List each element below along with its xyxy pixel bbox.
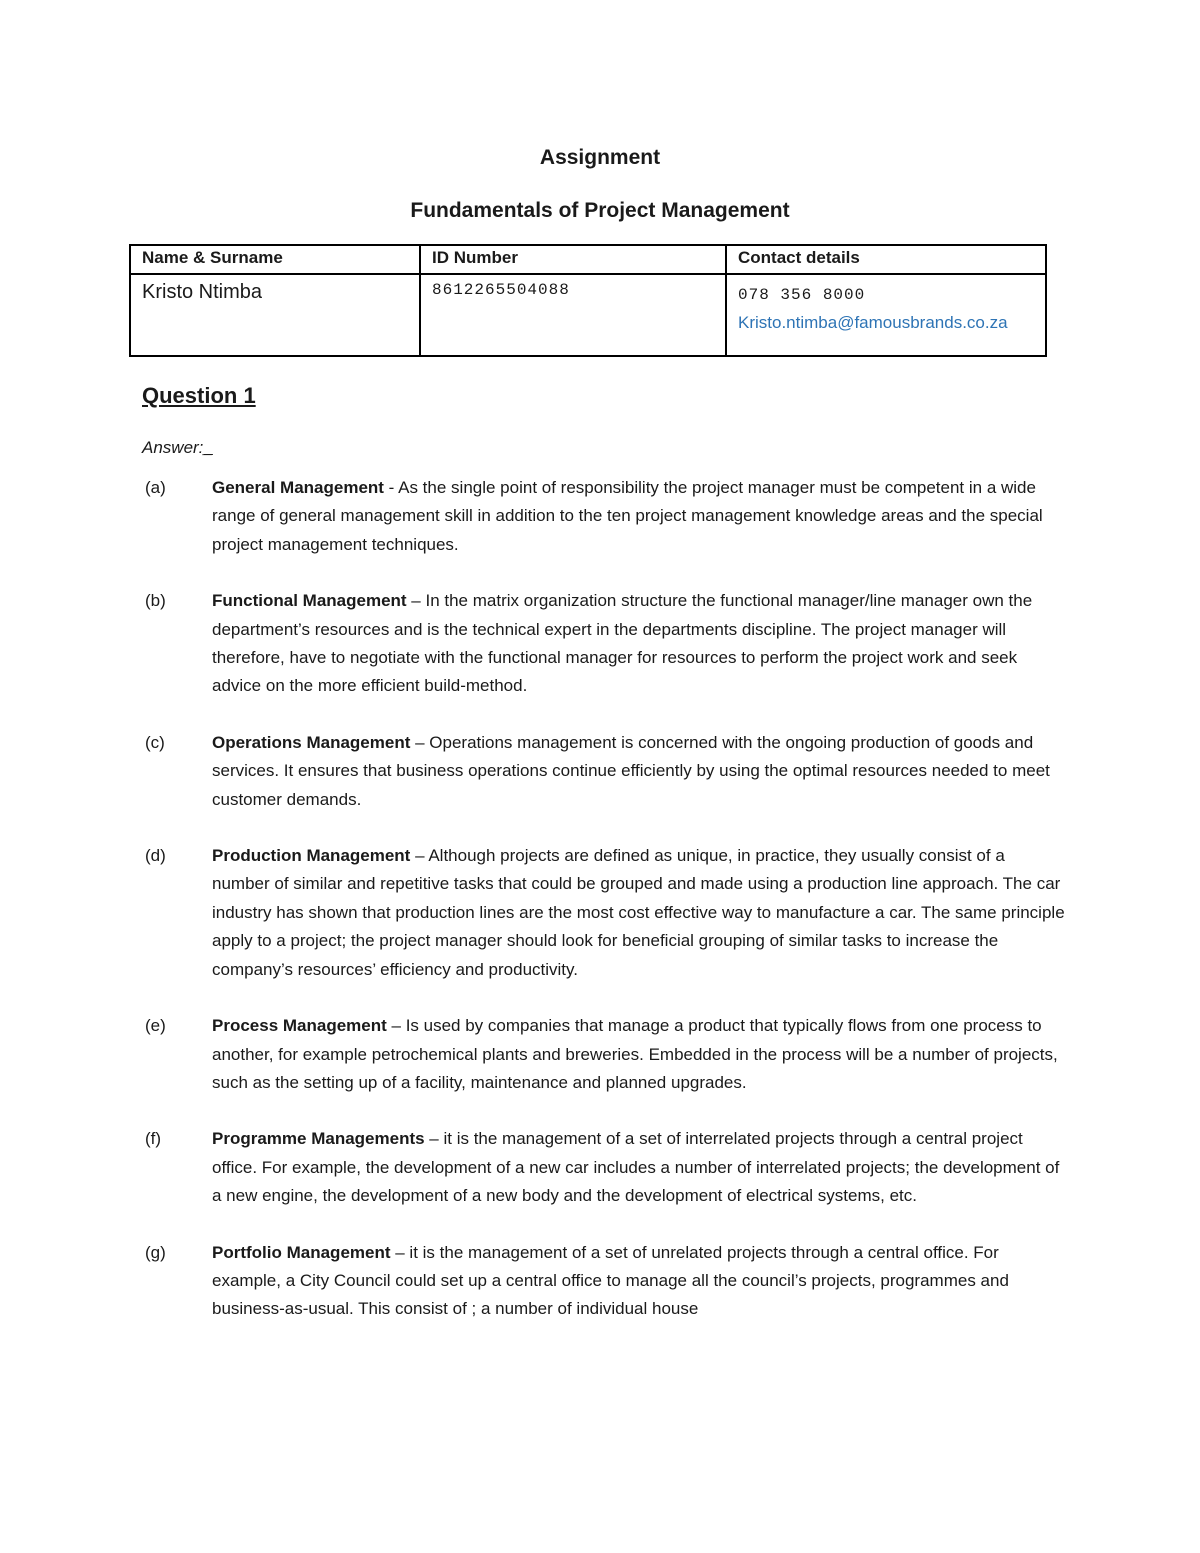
answer-term: Programme Managements	[212, 1129, 425, 1149]
email-link[interactable]: Kristo.ntimba@famousbrands.co.za	[738, 313, 1008, 332]
list-marker: (e)	[145, 1016, 166, 1036]
document-title: Assignment	[539, 146, 661, 169]
answer-term: Portfolio Management	[212, 1242, 391, 1262]
list-marker: (g)	[145, 1242, 166, 1262]
list-item	[145, 842, 1065, 984]
student-name: Kristo Ntimba	[130, 274, 420, 356]
answer-label-text: Answer:	[142, 438, 204, 457]
table-row	[130, 274, 1046, 356]
answer-label	[142, 438, 213, 458]
answer-term: Process Management	[212, 1016, 387, 1036]
answer-text: – Operations management is concerned with the ongoing production of goods and services. It ensures that business operations continue efficiently by using the optimal resources needed to meet customer demands.	[212, 732, 1050, 809]
question-heading: Question 1	[142, 383, 256, 408]
answer-term: Operations Management	[212, 732, 411, 752]
list-item	[145, 729, 1065, 814]
table-header-row	[130, 245, 1046, 274]
column-header-id: ID Number	[420, 245, 726, 274]
answer-text: – In the matrix organization structure the functional manager/line manager own the department’s resources and is the technical expert in the departments discipline. The project manager will therefore, have to negotiate with the functional manager for resources to perform the project work and seek advice on the more efficient build-method.	[212, 591, 1033, 696]
answer-list	[145, 474, 1065, 1352]
list-marker: (f)	[145, 1129, 162, 1149]
student-id-number: 8612265504088	[420, 274, 726, 356]
column-header-name: Name & Surname	[130, 245, 420, 274]
list-item	[145, 587, 1065, 701]
student-info-table	[129, 244, 1047, 357]
answer-text: – Although projects are defined as unique, in practice, they usually consist of a number of similar and repetitive tasks that could be grouped and made using a production line approach. The car industry has shown that production lines are the most cost effective way to manufacture a car. The same principle apply to a project; the project manager should look for beneficial grouping of similar tasks to increase the company’s resources’ efficiency and productivity.	[212, 846, 1065, 979]
list-item	[145, 1239, 1065, 1324]
contact-details-cell	[726, 274, 1046, 356]
answer-text: – it is the management of a set of interrelated projects through a central project office. For example, the development of a new car includes a number of interrelated projects; the development of a new engine, the development of a new body and the development of electrical systems, etc.	[212, 1129, 1060, 1206]
document-subtitle: Fundamentals of Project Management	[410, 199, 790, 222]
list-item	[145, 474, 1065, 559]
list-marker: (d)	[145, 846, 166, 866]
list-item	[145, 1012, 1065, 1097]
answer-term: Production Management	[212, 846, 411, 866]
answer-text: – it is the management of a set of unrelated projects through a central office. For example, a City Council could set up a central office to manage all the council’s projects, programmes and business-as-usual. This consist of ; a number of individual house	[212, 1242, 1009, 1319]
list-marker: (a)	[145, 478, 166, 497]
answer-label-underscore: _	[203, 438, 213, 457]
column-header-contact: Contact details	[726, 245, 1046, 274]
answer-term: General Management	[212, 478, 384, 497]
answer-text: – Is used by companies that manage a product that typically flows from one process to another, for example petrochemical plants and breweries. Embedded in the process will be a number of projects, such as the setting up of a facility, maintenance and planned upgrades.	[212, 1016, 1058, 1092]
list-item	[145, 1125, 1065, 1210]
phone-number: 078 356 8000	[738, 286, 866, 304]
list-marker: (c)	[145, 732, 165, 752]
answer-text: - As the single point of responsibility the project manager must be competent in a wide range of general management skill in addition to the ten project management knowledge areas and the special project management techniques.	[212, 478, 1043, 554]
answer-term: Functional Management	[212, 591, 407, 611]
list-marker: (b)	[145, 591, 166, 611]
